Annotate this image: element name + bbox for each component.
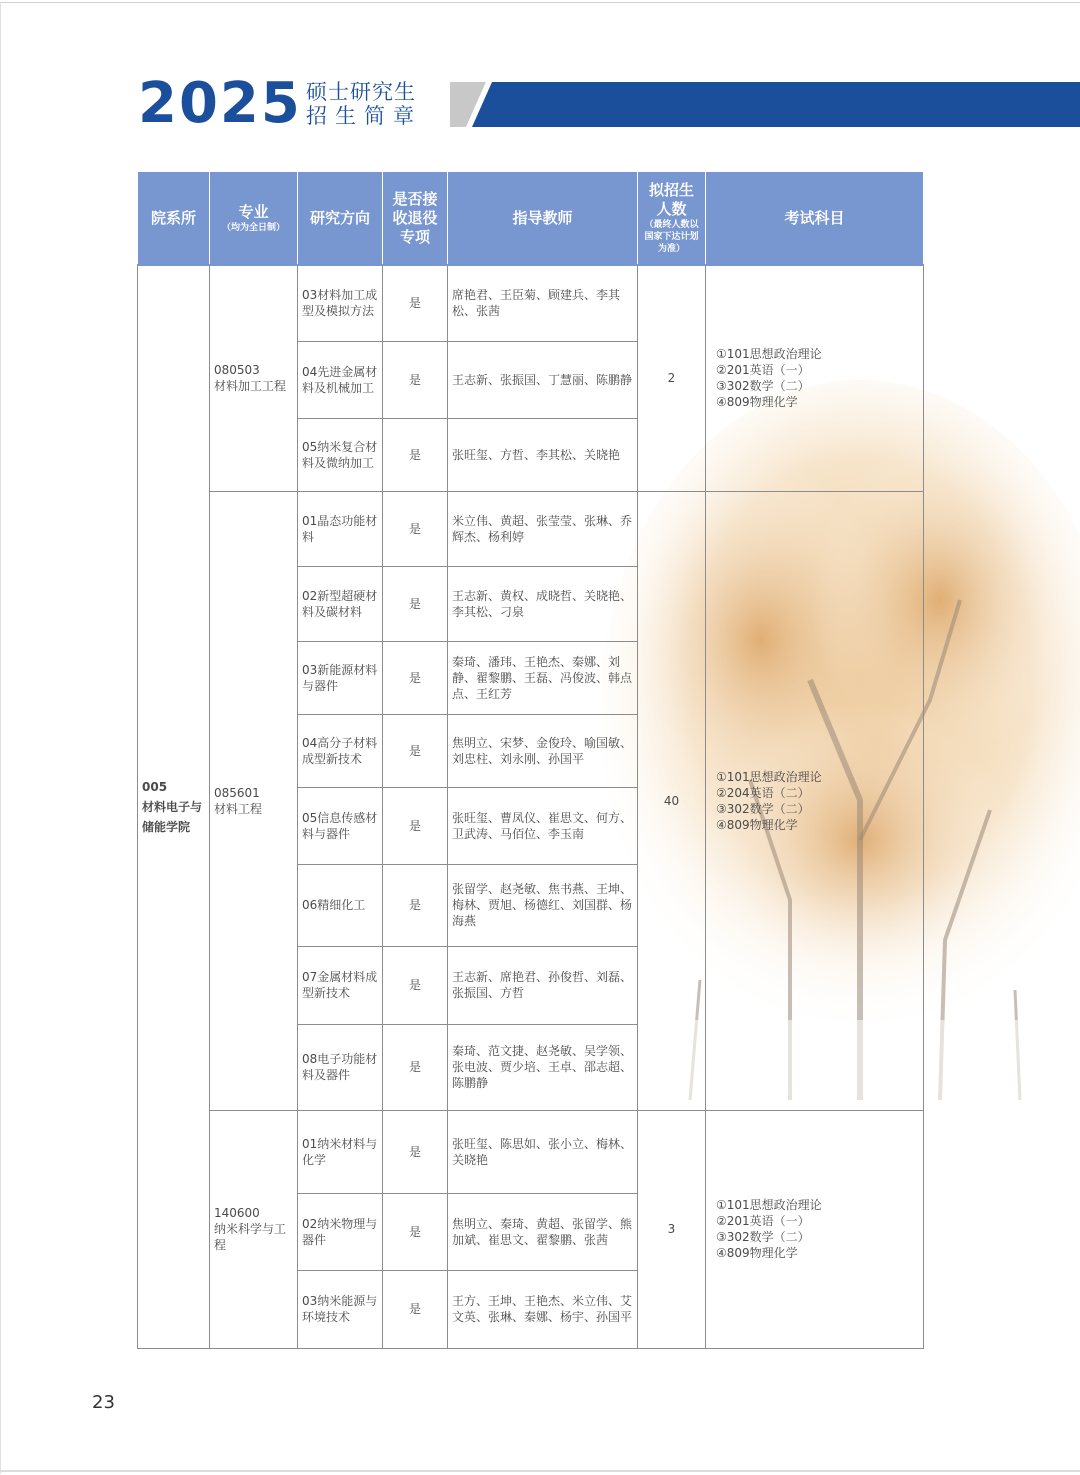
tutor-cell: 焦明立、秦琦、黄超、张留学、熊加斌、崔思文、翟黎鹏、张茜 bbox=[448, 1193, 638, 1270]
exam-subject: ②201英语（一） bbox=[716, 1214, 810, 1228]
header-banner bbox=[450, 82, 1080, 127]
veteran-cell: 是 bbox=[383, 1193, 448, 1270]
header-major-label: 专业 bbox=[238, 202, 269, 221]
header-quota-note: （最终人数以国家下达计划为准） bbox=[644, 220, 699, 254]
veteran-cell: 是 bbox=[383, 946, 448, 1024]
header-quota-label: 拟招生人数 bbox=[648, 181, 694, 218]
table-header-row bbox=[138, 172, 924, 265]
major-name: 纳米科学与工程 bbox=[214, 1222, 287, 1252]
exam-subject: ①101思想政治理论 bbox=[716, 347, 822, 362]
direction-cell: 01纳米材料与化学 bbox=[298, 1110, 383, 1193]
exam-subject: ④809物理化学 bbox=[716, 395, 798, 410]
tutor-cell: 王方、王坤、王艳杰、米立伟、艾文英、张琳、秦娜、杨宇、孙国平 bbox=[448, 1270, 638, 1348]
direction-cell: 04先进金属材料及机械加工 bbox=[298, 341, 383, 418]
tutor-cell: 王志新、席艳君、孙俊哲、刘磊、张振国、方哲 bbox=[448, 946, 638, 1024]
tutor-cell: 席艳君、王臣菊、顾建兵、李其松、张茜 bbox=[448, 265, 638, 341]
tutor-cell: 米立伟、黄超、张莹莹、张琳、乔辉杰、杨利婷 bbox=[448, 491, 638, 566]
left-border bbox=[0, 2, 1, 1474]
direction-cell: 07金属材料成型新技术 bbox=[298, 946, 383, 1024]
major-cell bbox=[210, 491, 298, 1110]
top-border bbox=[0, 2, 1080, 3]
veteran-cell: 是 bbox=[383, 641, 448, 714]
major-code: 140600 bbox=[214, 1206, 260, 1220]
exam-cell bbox=[706, 1110, 924, 1348]
veteran-cell: 是 bbox=[383, 714, 448, 787]
tutor-cell: 张旺玺、方哲、李其松、关晓艳 bbox=[448, 418, 638, 491]
dept-name: 材料电子与储能学院 bbox=[142, 799, 203, 834]
major-name: 材料工程 bbox=[214, 801, 263, 816]
exam-subject: ③302数学（二） bbox=[716, 801, 810, 816]
major-name: 材料加工工程 bbox=[214, 379, 287, 394]
exam-cell bbox=[706, 265, 924, 491]
direction-cell: 03新能源材料与器件 bbox=[298, 641, 383, 714]
direction-cell: 05信息传感材料与器件 bbox=[298, 787, 383, 864]
header-major bbox=[210, 172, 298, 265]
header-veteran: 是否接收退役专项 bbox=[383, 172, 448, 265]
exam-subject: ①101思想政治理论 bbox=[716, 769, 822, 784]
veteran-cell: 是 bbox=[383, 566, 448, 641]
exam-subject: ④809物理化学 bbox=[716, 1246, 798, 1260]
direction-cell: 01晶态功能材料 bbox=[298, 491, 383, 566]
header-dept: 院系所 bbox=[138, 172, 210, 265]
brochure-year: 2025 bbox=[138, 71, 302, 136]
veteran-cell: 是 bbox=[383, 265, 448, 341]
exam-subject: ④809物理化学 bbox=[716, 817, 798, 832]
veteran-cell: 是 bbox=[383, 1024, 448, 1110]
exam-subject: ③302数学（二） bbox=[716, 379, 810, 394]
tutor-cell: 王志新、张振国、丁慧丽、陈鹏静 bbox=[448, 341, 638, 418]
veteran-cell: 是 bbox=[383, 418, 448, 491]
exam-subject: ②204英语（二） bbox=[716, 785, 810, 800]
tutor-cell: 王志新、黄权、成晓哲、关晓艳、李其松、刁泉 bbox=[448, 566, 638, 641]
brochure-title-line2: 招生简章 bbox=[306, 104, 422, 128]
major-code: 085601 bbox=[214, 785, 260, 800]
tutor-cell: 秦琦、潘玮、王艳杰、秦娜、刘静、翟黎鹏、王磊、冯俊波、韩点点、王红芳 bbox=[448, 641, 638, 714]
header-major-note: （均为全日制） bbox=[221, 222, 285, 233]
table-row bbox=[138, 1110, 924, 1193]
page-number: 23 bbox=[92, 1392, 115, 1413]
direction-cell: 04高分子材料成型新技术 bbox=[298, 714, 383, 787]
exam-subject: ③302数学（二） bbox=[716, 1230, 810, 1244]
veteran-cell: 是 bbox=[383, 1270, 448, 1348]
direction-cell: 05纳米复合材料及微纳加工 bbox=[298, 418, 383, 491]
tutor-cell: 张旺玺、陈思如、张小立、梅林、关晓艳 bbox=[448, 1110, 638, 1193]
dept-cell bbox=[138, 265, 210, 1348]
direction-cell: 06精细化工 bbox=[298, 864, 383, 946]
tutor-cell: 张旺玺、曹凤仪、崔思文、何方、卫武涛、马佰位、李玉南 bbox=[448, 787, 638, 864]
brochure-title-line1: 硕士研究生 bbox=[306, 80, 416, 104]
header-direction: 研究方向 bbox=[298, 172, 383, 265]
quota-cell: 3 bbox=[638, 1110, 706, 1348]
major-cell bbox=[210, 1110, 298, 1348]
quota-cell: 40 bbox=[638, 491, 706, 1110]
veteran-cell: 是 bbox=[383, 491, 448, 566]
quota-cell: 2 bbox=[638, 265, 706, 491]
tutor-cell: 张留学、赵尧敏、焦书燕、王坤、梅林、贾旭、杨德红、刘国群、杨海燕 bbox=[448, 864, 638, 946]
table-row bbox=[138, 491, 924, 566]
bottom-border bbox=[0, 1470, 1080, 1472]
admission-table bbox=[137, 172, 924, 1349]
major-cell bbox=[210, 265, 298, 491]
exam-subject: ②201英语（一） bbox=[716, 363, 810, 378]
direction-cell: 03材料加工成型及模拟方法 bbox=[298, 265, 383, 341]
exam-subject: ①101思想政治理论 bbox=[716, 1198, 822, 1212]
veteran-cell: 是 bbox=[383, 1110, 448, 1193]
exam-cell bbox=[706, 491, 924, 1110]
direction-cell: 03纳米能源与环境技术 bbox=[298, 1270, 383, 1348]
brochure-title bbox=[306, 80, 422, 128]
header-exam: 考试科目 bbox=[706, 172, 924, 265]
veteran-cell: 是 bbox=[383, 341, 448, 418]
major-code: 080503 bbox=[214, 363, 260, 378]
header-quota bbox=[638, 172, 706, 265]
tutor-cell: 焦明立、宋梦、金俊玲、喻国敏、刘忠柱、刘永刚、孙国平 bbox=[448, 714, 638, 787]
direction-cell: 02新型超硬材料及碳材料 bbox=[298, 566, 383, 641]
header-tutor: 指导教师 bbox=[448, 172, 638, 265]
direction-cell: 08电子功能材料及器件 bbox=[298, 1024, 383, 1110]
dept-code: 005 bbox=[142, 779, 168, 794]
table-row bbox=[138, 265, 924, 341]
tutor-cell: 秦琦、范文捷、赵尧敏、吴学领、张电波、贾少培、王卓、邵志超、陈鹏静 bbox=[448, 1024, 638, 1110]
direction-cell: 02纳米物理与器件 bbox=[298, 1193, 383, 1270]
veteran-cell: 是 bbox=[383, 787, 448, 864]
veteran-cell: 是 bbox=[383, 864, 448, 946]
